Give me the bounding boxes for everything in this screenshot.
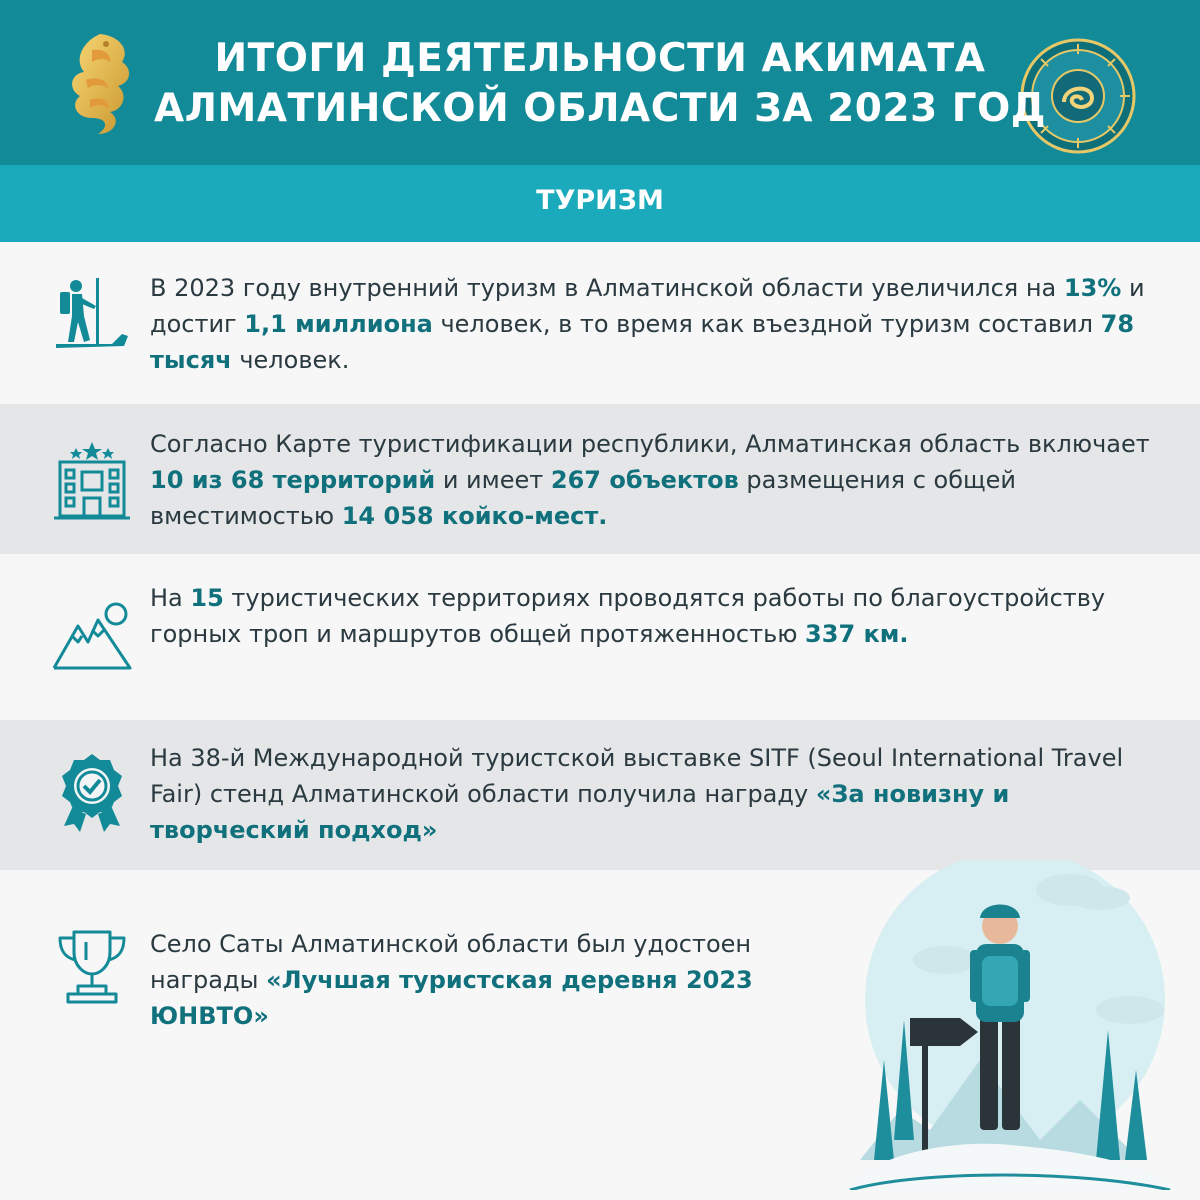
award-badge-icon	[52, 752, 132, 832]
body-text: Село Саты Алматинской области был удостоен награды	[150, 930, 752, 994]
item-text-3	[150, 580, 1150, 652]
body-text: Согласно Карте туристификации республики, Алматинская область включает	[150, 430, 1150, 458]
highlight-text: 14 058 койко-мест.	[341, 502, 608, 530]
item-text-5	[150, 926, 790, 1034]
highlight-text: 10 из 68 территорий	[150, 466, 436, 494]
highlight-text: «За новизну и творческий подход»	[150, 780, 1010, 844]
highlight-text: 267 объектов	[550, 466, 739, 494]
highlight-text: 337 км.	[805, 620, 909, 648]
highlight-text: 78 тысяч	[150, 310, 1135, 374]
body-text: На 38-й Международной туристской выставке SITF (Seoul International Travel Fair) стенд Алматинской области получила награду	[150, 744, 1124, 808]
highlight-text: «Лучшая туристская деревня 2023 ЮНВТО»	[150, 966, 753, 1030]
title-line-1: ИТОГИ ДЕЯТЕЛЬНОСТИ АКИМАТА	[214, 36, 986, 81]
body-text: В 2023 году внутренний туризм в Алматинской области увеличился на	[150, 274, 1064, 302]
highlight-text: 1,1 миллиона	[244, 310, 433, 338]
hiker-icon	[52, 272, 132, 352]
item-text-1	[150, 270, 1150, 378]
body-text: туристических территориях проводятся работы по благоустройству горных троп и маршрутов общей протяженностью	[150, 584, 1106, 648]
body-text: и достиг	[150, 274, 1145, 338]
body-text: размещения с общей вместимостью	[150, 466, 1017, 530]
traveler-illustration	[840, 860, 1180, 1190]
body-text: человек.	[231, 346, 350, 374]
page-title	[130, 34, 1070, 134]
body-text: и имеет	[435, 466, 551, 494]
hotel-icon	[52, 440, 132, 520]
trophy-icon	[52, 926, 132, 1006]
highlight-text: 13%	[1063, 274, 1122, 302]
item-text-2	[150, 426, 1150, 534]
title-line-2: АЛМАТИНСКОЙ ОБЛАСТИ ЗА 2023 ГОД	[153, 86, 1047, 131]
section-title: ТУРИЗМ	[536, 185, 664, 216]
body-text: На	[150, 584, 191, 612]
mountains-icon	[52, 596, 132, 676]
snow-leopard-logo-icon	[62, 30, 138, 138]
item-text-4	[150, 740, 1150, 848]
highlight-text: 15	[190, 584, 224, 612]
body-text: человек, в то время как въездной туризм составил	[432, 310, 1101, 338]
